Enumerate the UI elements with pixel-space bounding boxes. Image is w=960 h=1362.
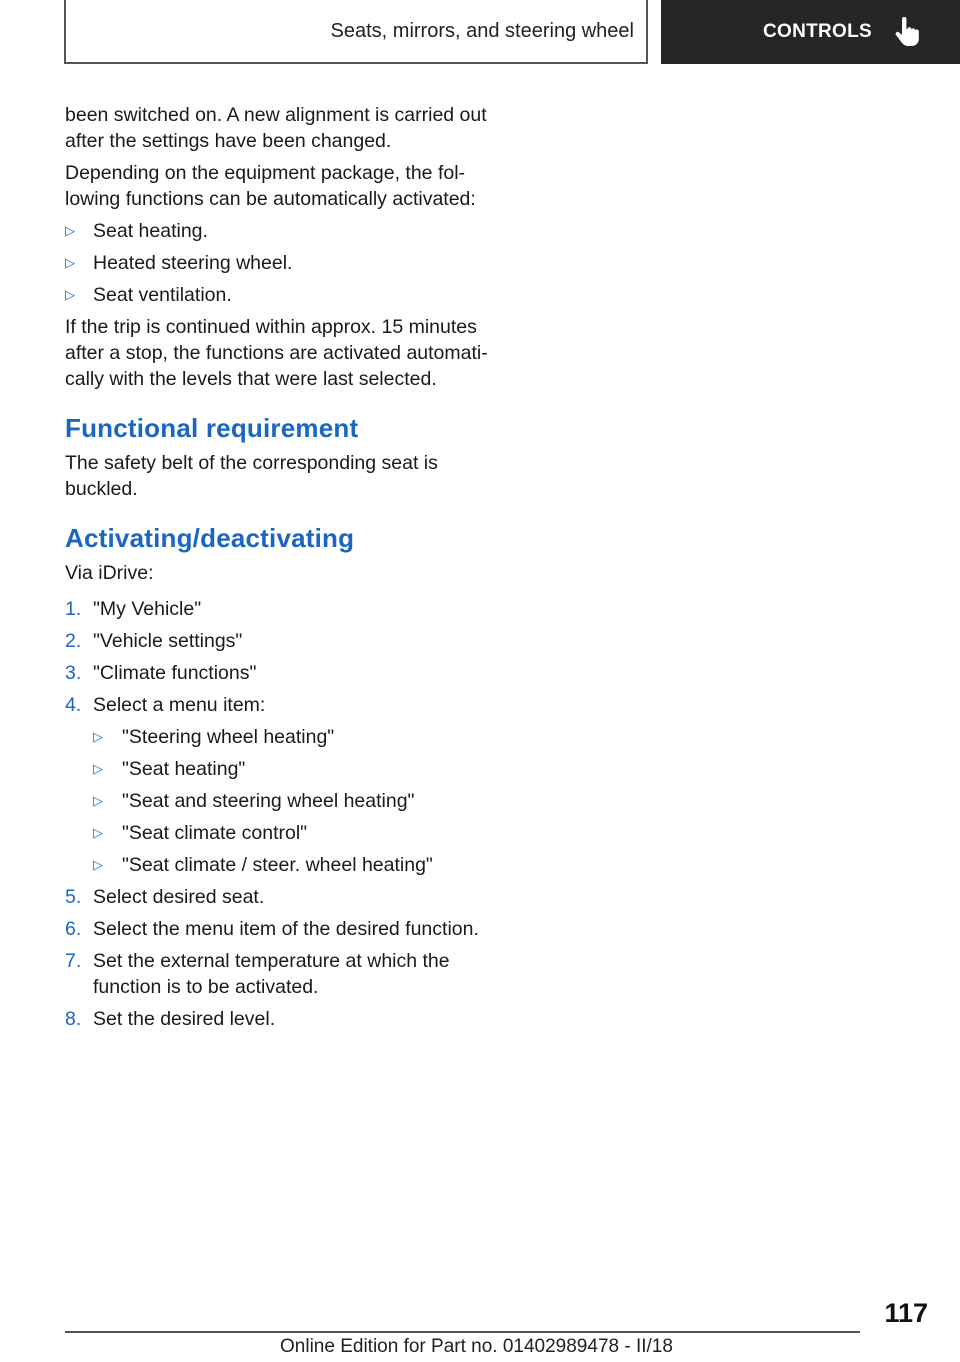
triangle-right-icon: ▷ (93, 825, 103, 840)
list-item: ▷ Seat heating. (65, 220, 208, 242)
requirement-text: The safety belt of the corresponding seat is buckled. (65, 452, 438, 500)
step-item: 4. Select a menu item: ▷ "Steering wheel heating" ▷ "Seat heating" ▷ "Seat and steering wheel heating" ▷ "Seat climate control" ▷ "Seat climate / steer. wheel heating" (65, 692, 495, 878)
page-number: 117 (884, 1298, 928, 1328)
triangle-right-icon: ▷ (93, 793, 103, 808)
list-item: ▷ Heated steering wheel. (65, 252, 293, 274)
step-item: 2. "Vehicle settings" (65, 630, 243, 652)
section-header (64, 0, 648, 64)
triangle-right-icon: ▷ (93, 857, 103, 872)
list-item: ▷ "Seat climate / steer. wheel heating" (93, 854, 433, 876)
list-item: ▷ Seat ventilation. (65, 284, 232, 306)
idrive-lead: Via iDrive: (65, 562, 154, 584)
chapter-tab (661, 0, 960, 64)
list-item: ▷ "Seat and steering wheel heating" (93, 790, 415, 812)
intro-paragraph-2: Depending on the equipment package, the fol-lowing functions can be automatically activated: (65, 162, 476, 210)
steps-list (65, 596, 495, 1032)
step-item: 3. "Climate functions" (65, 662, 257, 684)
step-item: 6. Select the menu item of the desired function. (65, 918, 479, 940)
heading-activating: Activating/deactivating (65, 523, 355, 553)
intro-paragraph-3: If the trip is continued within approx. 15 minutes after a stop, the functions are activated automati-cally with the levels that were last selected. (65, 316, 488, 390)
section-title: Seats, mirrors, and steering wheel (330, 19, 634, 42)
list-item: ▷ "Seat heating" (93, 758, 246, 780)
page-content (65, 102, 495, 1038)
step-item: 8. Set the desired level. (65, 1008, 276, 1030)
heading-functional-requirement: Functional requirement (65, 413, 359, 443)
intro-paragraph-1: been switched on. A new alignment is carried out after the settings have been changed. (65, 104, 487, 152)
step-item: 5. Select desired seat. (65, 886, 265, 908)
chapter-title: CONTROLS (763, 21, 873, 42)
triangle-right-icon: ▷ (65, 255, 75, 270)
step-item: 1. "My Vehicle" (65, 598, 202, 620)
hand-pointer-icon (894, 17, 920, 47)
list-item: ▷ "Seat climate control" (93, 822, 308, 844)
triangle-right-icon: ▷ (65, 223, 75, 238)
list-item: ▷ "Steering wheel heating" (93, 726, 335, 748)
triangle-right-icon: ▷ (93, 729, 103, 744)
menu-item-list (93, 724, 495, 878)
step-item: 7. Set the external temperature at which the function is to be activated. (65, 950, 450, 998)
triangle-right-icon: ▷ (65, 287, 75, 302)
triangle-right-icon: ▷ (93, 761, 103, 776)
footer-divider (65, 1331, 860, 1333)
function-list (65, 218, 495, 308)
edition-note: Online Edition for Part no. 01402989478 - II/18 (280, 1336, 673, 1357)
